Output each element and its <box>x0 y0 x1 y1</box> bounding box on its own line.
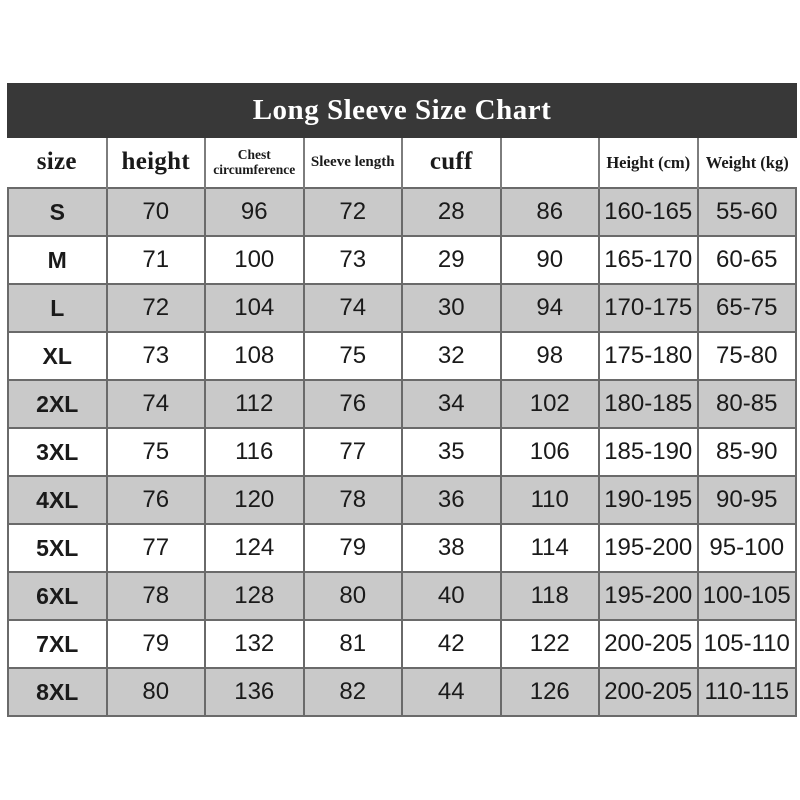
header-cell-blank <box>501 138 600 188</box>
cell-height-cm-xl: 175-180 <box>599 332 698 380</box>
cell-height-5xl: 77 <box>107 524 206 572</box>
cell-height-s: 70 <box>107 188 206 236</box>
cell-height-xl: 73 <box>107 332 206 380</box>
cell-size-6xl: 6XL <box>8 572 107 620</box>
cell-cuff-5xl: 38 <box>402 524 501 572</box>
cell-chest-circumference-xl: 108 <box>205 332 304 380</box>
cell-weight-kg-m: 60-65 <box>698 236 797 284</box>
cell-sleeve-length-s: 72 <box>304 188 403 236</box>
header-cell-chest-circumference: Chest circumference <box>205 138 304 188</box>
cell-sleeve-length-2xl: 76 <box>304 380 403 428</box>
cell-chest-circumference-8xl: 136 <box>205 668 304 716</box>
cell-chest-circumference-7xl: 132 <box>205 620 304 668</box>
cell-blank-3xl: 106 <box>501 428 600 476</box>
cell-cuff-2xl: 34 <box>402 380 501 428</box>
header-cell-weight-kg: Weight (kg) <box>698 138 797 188</box>
cell-blank-7xl: 122 <box>501 620 600 668</box>
cell-height-6xl: 78 <box>107 572 206 620</box>
cell-weight-kg-s: 55-60 <box>698 188 797 236</box>
table-row-7xl <box>8 620 796 668</box>
cell-cuff-m: 29 <box>402 236 501 284</box>
cell-blank-l: 94 <box>501 284 600 332</box>
cell-size-7xl: 7XL <box>8 620 107 668</box>
cell-cuff-4xl: 36 <box>402 476 501 524</box>
cell-weight-kg-7xl: 105-110 <box>698 620 797 668</box>
cell-blank-s: 86 <box>501 188 600 236</box>
cell-size-5xl: 5XL <box>8 524 107 572</box>
header-cell-height: height <box>107 138 206 188</box>
cell-sleeve-length-3xl: 77 <box>304 428 403 476</box>
cell-chest-circumference-l: 104 <box>205 284 304 332</box>
cell-weight-kg-6xl: 100-105 <box>698 572 797 620</box>
cell-size-s: S <box>8 188 107 236</box>
cell-cuff-7xl: 42 <box>402 620 501 668</box>
cell-sleeve-length-5xl: 79 <box>304 524 403 572</box>
cell-size-l: L <box>8 284 107 332</box>
cell-height-3xl: 75 <box>107 428 206 476</box>
header-cell-sleeve-length: Sleeve length <box>304 138 403 188</box>
cell-height-cm-4xl: 190-195 <box>599 476 698 524</box>
cell-height-8xl: 80 <box>107 668 206 716</box>
table-body <box>8 188 796 716</box>
cell-sleeve-length-8xl: 82 <box>304 668 403 716</box>
cell-height-cm-5xl: 195-200 <box>599 524 698 572</box>
cell-height-cm-2xl: 180-185 <box>599 380 698 428</box>
cell-height-m: 71 <box>107 236 206 284</box>
cell-height-l: 72 <box>107 284 206 332</box>
cell-blank-8xl: 126 <box>501 668 600 716</box>
cell-size-m: M <box>8 236 107 284</box>
table-row-l <box>8 284 796 332</box>
cell-cuff-s: 28 <box>402 188 501 236</box>
cell-chest-circumference-m: 100 <box>205 236 304 284</box>
cell-sleeve-length-4xl: 78 <box>304 476 403 524</box>
header-cell-size: size <box>8 138 107 188</box>
cell-height-cm-6xl: 195-200 <box>599 572 698 620</box>
cell-height-cm-8xl: 200-205 <box>599 668 698 716</box>
cell-height-cm-3xl: 185-190 <box>599 428 698 476</box>
cell-chest-circumference-5xl: 124 <box>205 524 304 572</box>
cell-size-3xl: 3XL <box>8 428 107 476</box>
header-cell-height-cm: Height (cm) <box>599 138 698 188</box>
cell-blank-6xl: 118 <box>501 572 600 620</box>
table-row-6xl <box>8 572 796 620</box>
table-header <box>8 138 796 188</box>
table-row-8xl <box>8 668 796 716</box>
cell-chest-circumference-6xl: 128 <box>205 572 304 620</box>
cell-height-4xl: 76 <box>107 476 206 524</box>
cell-chest-circumference-2xl: 112 <box>205 380 304 428</box>
cell-cuff-6xl: 40 <box>402 572 501 620</box>
cell-height-2xl: 74 <box>107 380 206 428</box>
cell-sleeve-length-xl: 75 <box>304 332 403 380</box>
cell-weight-kg-4xl: 90-95 <box>698 476 797 524</box>
cell-sleeve-length-m: 73 <box>304 236 403 284</box>
cell-height-cm-m: 165-170 <box>599 236 698 284</box>
size-chart-page <box>7 83 797 717</box>
cell-height-cm-l: 170-175 <box>599 284 698 332</box>
cell-cuff-l: 30 <box>402 284 501 332</box>
cell-sleeve-length-7xl: 81 <box>304 620 403 668</box>
table-row-s <box>8 188 796 236</box>
cell-cuff-3xl: 35 <box>402 428 501 476</box>
cell-weight-kg-5xl: 95-100 <box>698 524 797 572</box>
cell-height-cm-7xl: 200-205 <box>599 620 698 668</box>
cell-blank-xl: 98 <box>501 332 600 380</box>
cell-weight-kg-8xl: 110-115 <box>698 668 797 716</box>
cell-cuff-xl: 32 <box>402 332 501 380</box>
cell-blank-2xl: 102 <box>501 380 600 428</box>
cell-chest-circumference-s: 96 <box>205 188 304 236</box>
cell-sleeve-length-6xl: 80 <box>304 572 403 620</box>
cell-chest-circumference-4xl: 120 <box>205 476 304 524</box>
cell-size-2xl: 2XL <box>8 380 107 428</box>
table-row-xl <box>8 332 796 380</box>
cell-chest-circumference-3xl: 116 <box>205 428 304 476</box>
cell-weight-kg-2xl: 80-85 <box>698 380 797 428</box>
table-row-4xl <box>8 476 796 524</box>
size-chart-table <box>7 138 797 717</box>
table-row-5xl <box>8 524 796 572</box>
cell-weight-kg-3xl: 85-90 <box>698 428 797 476</box>
cell-blank-5xl: 114 <box>501 524 600 572</box>
table-row-m <box>8 236 796 284</box>
table-row-2xl <box>8 380 796 428</box>
table-row-3xl <box>8 428 796 476</box>
cell-blank-m: 90 <box>501 236 600 284</box>
cell-height-7xl: 79 <box>107 620 206 668</box>
header-row <box>8 138 796 188</box>
cell-weight-kg-xl: 75-80 <box>698 332 797 380</box>
cell-blank-4xl: 110 <box>501 476 600 524</box>
header-cell-cuff: cuff <box>402 138 501 188</box>
chart-title: Long Sleeve Size Chart <box>252 94 552 126</box>
size-chart-banner <box>7 83 797 138</box>
cell-weight-kg-l: 65-75 <box>698 284 797 332</box>
cell-size-8xl: 8XL <box>8 668 107 716</box>
cell-size-4xl: 4XL <box>8 476 107 524</box>
cell-sleeve-length-l: 74 <box>304 284 403 332</box>
cell-size-xl: XL <box>8 332 107 380</box>
cell-cuff-8xl: 44 <box>402 668 501 716</box>
cell-height-cm-s: 160-165 <box>599 188 698 236</box>
